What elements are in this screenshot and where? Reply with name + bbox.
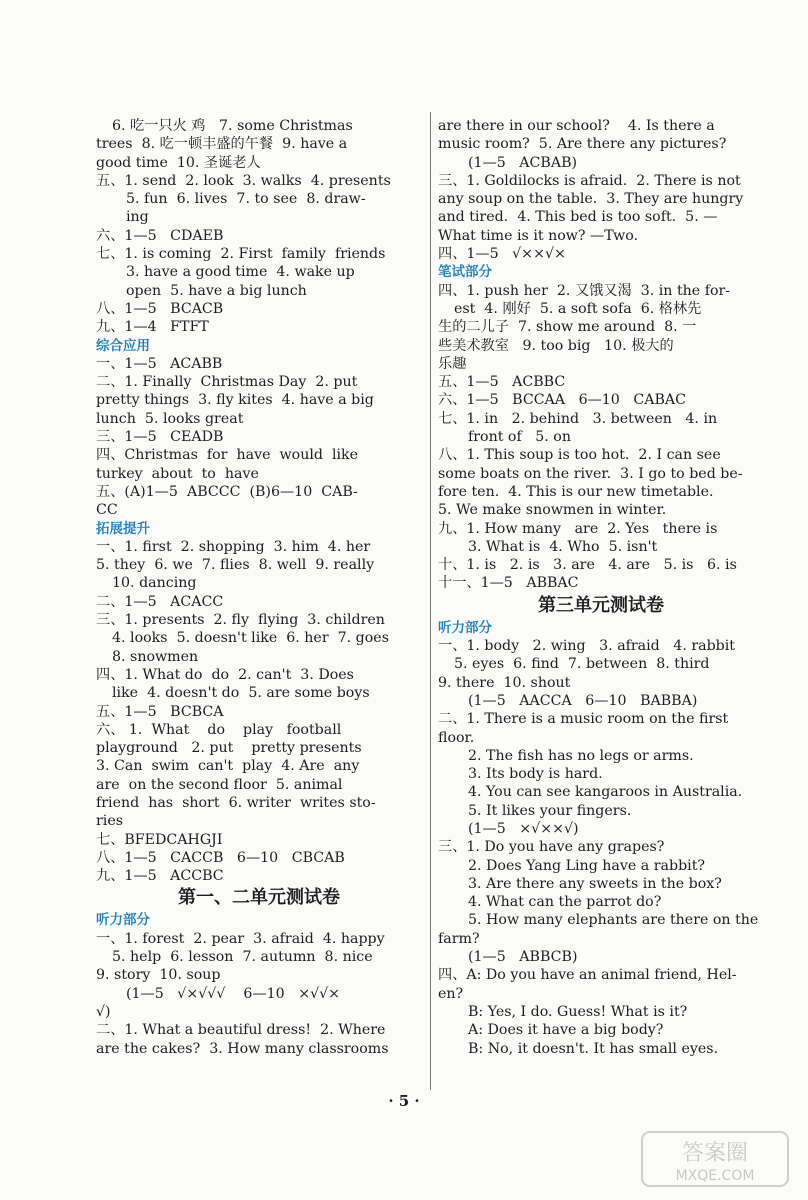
answer-line: 2. The fish has no legs or arms. xyxy=(468,747,694,764)
answer-line: floor. xyxy=(438,729,475,746)
answer-line: 七、1. in 2. behind 3. between 4. in xyxy=(438,410,718,427)
answer-line: 些美术教室 9. too big 10. 极大的 xyxy=(438,337,674,354)
answer-line: are there in our school? 4. Is there a xyxy=(438,118,715,134)
answer-line: 六、1—5 CDAEB xyxy=(96,227,224,244)
answer-line: 十、1. is 2. is 3. are 4. are 5. is 6. is xyxy=(438,557,737,574)
answer-line: playground 2. put pretty presents xyxy=(96,740,362,757)
answer-line: and tired. 4. This bed is too soft. 5. — xyxy=(438,209,718,226)
answer-line: 三、1. presents 2. fly flying 3. children xyxy=(96,612,385,629)
answer-line: 5. We make snowmen in winter. xyxy=(438,502,667,519)
answer-line: some boats on the river. 3. I go to bed be- xyxy=(438,465,743,482)
answer-line: 5. It likes your fingers. xyxy=(468,802,632,819)
answer-line: 九、1. How many are 2. Yes there is xyxy=(438,520,718,537)
answer-line: 5. eyes 6. find 7. between 8. third xyxy=(454,656,710,673)
answer-line: 三、1. Goldilocks is afraid. 2. There is not xyxy=(438,172,741,189)
answer-line: front of 5. on xyxy=(468,429,571,446)
answer-line: 4. You can see kangaroos in Australia. xyxy=(468,784,743,801)
answer-line: 3. Its body is hard. xyxy=(468,766,603,783)
section-heading: 拓展提升 xyxy=(96,520,150,537)
answer-line: est 4. 刚好 5. a soft sofa 6. 格林先 xyxy=(454,300,702,317)
answer-line: en? xyxy=(438,985,464,1002)
answer-line: 四、1—5 √××√× xyxy=(438,246,566,263)
answer-line: 4. looks 5. doesn't like 6. her 7. goes xyxy=(112,630,389,647)
answer-line: music room? 5. Are there any pictures? xyxy=(438,136,727,153)
answer-line: √) xyxy=(96,1003,111,1020)
answer-line: 八、1—5 CACCB 6—10 CBCAB xyxy=(96,849,345,866)
answer-line: 3. Can swim can't play 4. Are any xyxy=(96,758,360,775)
answer-line: 八、1. This soup is too hot. 2. I can see xyxy=(438,447,721,464)
answer-line: 五、1. send 2. look 3. walks 4. presents xyxy=(96,172,391,189)
answer-line: 五、1—5 BCBCA xyxy=(96,703,224,720)
answer-line: 二、1—5 ACACC xyxy=(96,593,224,610)
unit-test-title: 第三单元测试卷 xyxy=(538,594,664,616)
answer-line: are the cakes? 3. How many classrooms xyxy=(96,1040,389,1057)
left-column xyxy=(96,117,422,1058)
answer-line: pretty things 3. fly kites 4. have a big xyxy=(96,392,374,409)
unit-test-title: 第一、二单元测试卷 xyxy=(178,887,340,909)
answer-line: 10. dancing xyxy=(112,575,197,592)
section-heading: 笔试部分 xyxy=(438,264,492,281)
answer-line: B: Yes, I do. Guess! What is it? xyxy=(468,1003,688,1020)
answer-line: open 5. have a big lunch xyxy=(126,282,307,299)
answer-line: 十一、1—5 ABBAC xyxy=(438,575,579,592)
answer-line: 二、1. Finally Christmas Day 2. put xyxy=(96,374,358,391)
answer-line: 三、1. Do you have any grapes? xyxy=(438,839,665,856)
answer-line: lunch 5. looks great xyxy=(96,410,244,427)
answer-line: ries xyxy=(96,813,123,830)
answer-line: turkey about to have xyxy=(96,465,259,482)
answer-line: 四、1. push her 2. 又饿又渴 3. in the for- xyxy=(438,282,731,299)
answer-line: 3. Are there any sweets in the box? xyxy=(468,875,722,892)
answer-line: 四、A: Do you have an animal friend, Hel- xyxy=(438,967,737,984)
answer-line: (1—5 ×√××√) xyxy=(468,820,579,837)
answer-line: A: Does it have a big body? xyxy=(468,1022,664,1039)
answer-line: 9. story 10. soup xyxy=(96,967,221,984)
right-column xyxy=(438,117,764,1058)
answer-line: 8. snowmen xyxy=(112,648,199,665)
section-heading: 综合应用 xyxy=(96,337,150,354)
answer-line: 3. have a good time 4. wake up xyxy=(126,264,355,281)
answer-line: 5. How many elephants are there on the xyxy=(468,912,759,929)
answer-line: 一、1. first 2. shopping 3. him 4. her xyxy=(96,538,371,555)
section-heading: 听力部分 xyxy=(96,912,150,929)
answer-line: 四、Christmas for have would like xyxy=(96,447,359,464)
answer-line: good time 10. 圣诞老人 xyxy=(96,154,261,171)
answer-line: (1—5 ABBCB) xyxy=(468,949,578,966)
answer-line: any soup on the table. 3. They are hungry xyxy=(438,191,744,208)
answer-line: fore ten. 4. This is our new timetable. xyxy=(438,483,714,500)
answer-line: (1—5 ACBAB) xyxy=(468,154,578,171)
answer-line: 4. What can the parrot do? xyxy=(468,894,662,911)
column-divider xyxy=(430,112,431,1090)
answer-line: 5. they 6. we 7. flies 8. well 9. really xyxy=(96,557,375,574)
answer-line: 四、1. What do do 2. can't 3. Does xyxy=(96,666,354,683)
answer-line: 二、1. What a beautiful dress! 2. Where xyxy=(96,1022,386,1039)
answer-line: What time is it now? —Two. xyxy=(438,227,639,244)
answer-line: are on the second floor 5. animal xyxy=(96,776,343,793)
watermark-title: 答案圈 xyxy=(681,1141,749,1166)
answer-line: CC xyxy=(96,502,118,519)
answer-line: 七、BFEDCAHGJI xyxy=(96,831,223,848)
answer-line: 五、1—5 ACBBC xyxy=(438,374,566,391)
answer-line: 乐趣 xyxy=(438,355,467,372)
section-heading: 听力部分 xyxy=(438,619,492,636)
answer-line: (1—5 √×√√√ 6—10 ×√√× xyxy=(126,985,341,1002)
answer-line: 5. fun 6. lives 7. to see 8. draw- xyxy=(126,191,366,208)
answer-line: 一、1. forest 2. pear 3. afraid 4. happy xyxy=(96,930,385,947)
answer-line: 八、1—5 BCACB xyxy=(96,300,224,317)
answer-line: 生的二儿子 7. show me around 8. 一 xyxy=(438,319,697,336)
answer-line: farm? xyxy=(438,930,480,947)
answer-line: 一、1—5 ACABB xyxy=(96,355,223,372)
answer-line: ing xyxy=(126,209,149,226)
answer-line: 六、1—5 BCCAA 6—10 CABAC xyxy=(438,392,686,409)
answer-line: 九、1—4 FTFT xyxy=(96,319,209,336)
answer-line: (1—5 AACCA 6—10 BABBA) xyxy=(468,692,698,709)
answer-line: 二、1. There is a music room on the first xyxy=(438,711,729,728)
answer-line: 六、 1. What do play football xyxy=(96,721,342,738)
answer-line: 6. 吃一只火 鸡 7. some Christmas xyxy=(112,118,353,134)
answer-line: trees 8. 吃一顿丰盛的午餐 9. have a xyxy=(96,136,348,153)
answer-line: friend has short 6. writer writes sto- xyxy=(96,794,376,811)
answer-line: B: No, it doesn't. It has small eyes. xyxy=(468,1040,719,1057)
answer-line: like 4. doesn't do 5. are some boys xyxy=(112,685,370,702)
answer-line: 9. there 10. shout xyxy=(438,674,571,691)
watermark-logo xyxy=(640,1130,790,1188)
answer-line: 三、1—5 CEADB xyxy=(96,429,224,446)
answer-line: 五、(A)1—5 ABCCC (B)6—10 CAB- xyxy=(96,483,358,500)
answer-line: 3. What is 4. Who 5. isn't xyxy=(468,538,658,555)
watermark-url: MXQE.COM xyxy=(675,1168,755,1184)
page-number: · 5 · xyxy=(388,1092,420,1110)
answer-line: 七、1. is coming 2. First family friends xyxy=(96,246,386,263)
answer-line: 九、1—5 ACCBC xyxy=(96,868,224,885)
answer-line: 2. Does Yang Ling have a rabbit? xyxy=(468,857,706,874)
answer-line: 一、1. body 2. wing 3. afraid 4. rabbit xyxy=(438,638,735,655)
answer-line: 5. help 6. lesson 7. autumn 8. nice xyxy=(112,949,373,966)
